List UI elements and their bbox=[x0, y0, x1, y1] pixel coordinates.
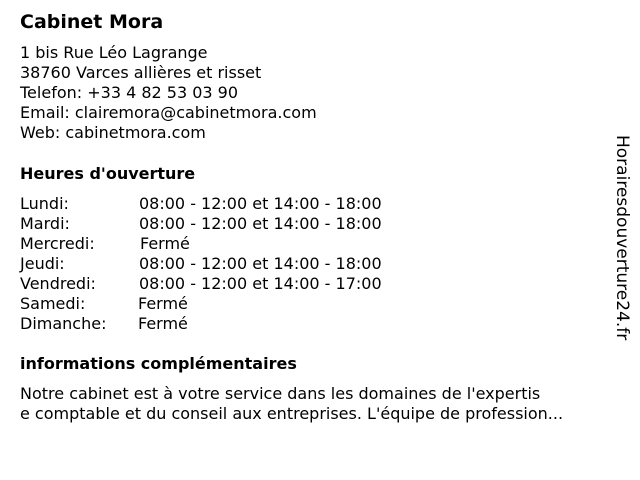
hours-heading: Heures d'ouverture bbox=[20, 164, 196, 183]
hours-row-monday bbox=[20, 194, 440, 214]
day-hours: 08:00 - 12:00 et 14:00 - 18:00 bbox=[139, 254, 382, 273]
day-label: Vendredi: bbox=[20, 274, 96, 293]
hours-row-wednesday bbox=[20, 234, 440, 254]
day-hours: 08:00 - 12:00 et 14:00 - 17:00 bbox=[139, 274, 382, 293]
address-line-1: 1 bis Rue Léo Lagrange bbox=[20, 43, 208, 62]
day-label: Jeudi: bbox=[20, 254, 65, 273]
day-hours: Fermé bbox=[138, 314, 188, 333]
business-description bbox=[20, 384, 610, 424]
email-address: Email: clairemora@cabinetmora.com bbox=[20, 103, 317, 122]
site-watermark: Horairesdouverture24.fr bbox=[612, 135, 632, 341]
description-line-1: Notre cabinet est à votre service dans les domaines de l'expertis bbox=[20, 384, 541, 403]
details-heading: informations complémentaires bbox=[20, 354, 297, 373]
day-label: Dimanche: bbox=[20, 314, 107, 333]
address-line-2: 38760 Varces allières et risset bbox=[20, 63, 262, 82]
day-label: Mardi: bbox=[20, 214, 70, 233]
business-name: Cabinet Mora bbox=[20, 11, 164, 33]
description-line-2: e comptable et du conseil aux entreprises. L'équipe de profession... bbox=[20, 404, 564, 423]
day-hours: 08:00 - 12:00 et 14:00 - 18:00 bbox=[139, 214, 382, 233]
day-label: Samedi: bbox=[20, 294, 86, 313]
contact-info bbox=[20, 43, 317, 143]
website: Web: cabinetmora.com bbox=[20, 123, 206, 142]
day-hours: 08:00 - 12:00 et 14:00 - 18:00 bbox=[139, 194, 382, 213]
opening-hours-table bbox=[20, 194, 440, 334]
hours-row-tuesday bbox=[20, 214, 440, 234]
hours-row-thursday bbox=[20, 254, 440, 274]
hours-row-sunday bbox=[20, 314, 440, 334]
phone-number: Telefon: +33 4 82 53 03 90 bbox=[20, 83, 239, 102]
hours-row-saturday bbox=[20, 294, 440, 314]
day-hours: Fermé bbox=[138, 294, 188, 313]
day-label: Lundi: bbox=[20, 194, 69, 213]
day-hours: Fermé bbox=[140, 234, 190, 253]
day-label: Mercredi: bbox=[20, 234, 95, 253]
hours-row-friday bbox=[20, 274, 440, 294]
